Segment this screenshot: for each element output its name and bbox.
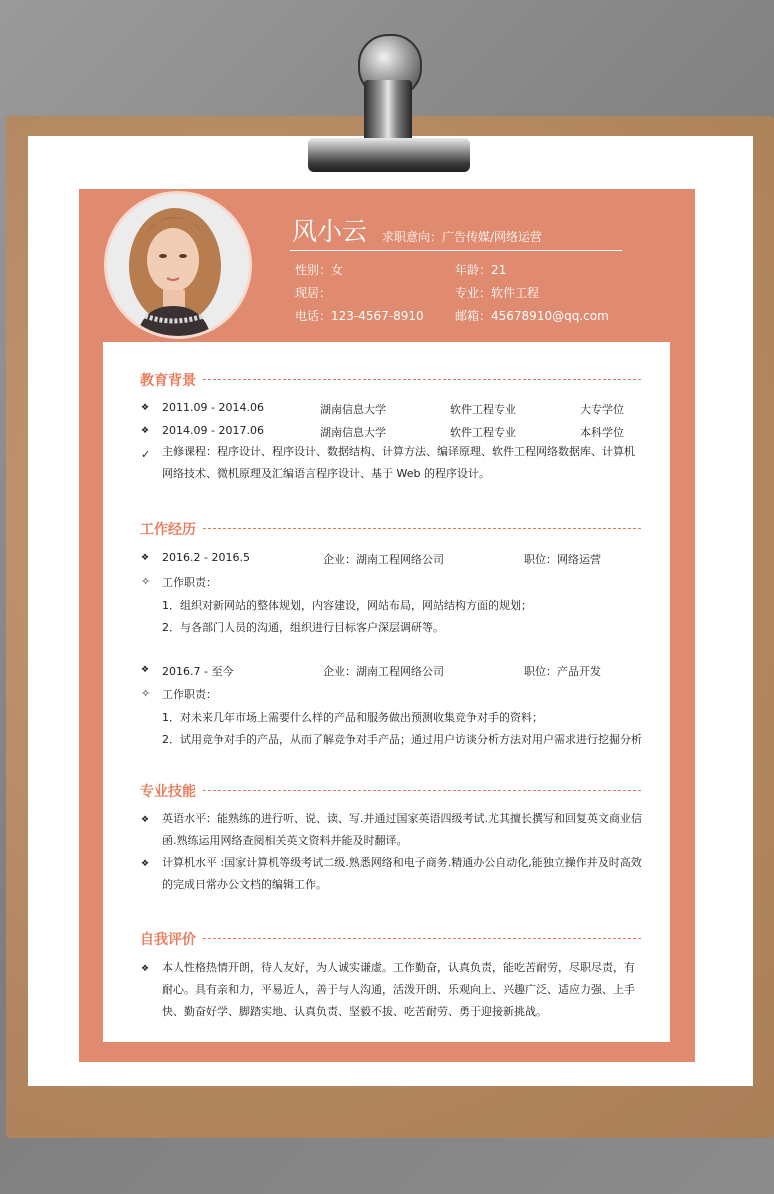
self-eval-text: 本人性格热情开朗，待人友好，为人诚实谦虚。工作勤奋，认真负责，能吃苦耐劳，尽职尽责，有 耐心。具有亲和力，平易近人，善于与人沟通，活泼开朗、乐观向上、兴趣广泛、适应力强、上手 快、勤奋好学、脚踏实地、认真负责、坚毅不拔、吃苦耐劳、勇于迎接新挑战。 <box>162 961 635 1018</box>
edu-major: 软件工程专业 <box>450 403 516 416</box>
bullet-icon: ❖ <box>141 815 150 825</box>
section-title-education: 教育背景 <box>140 373 196 389</box>
section-title-work: 工作经历 <box>140 522 196 538</box>
email: 邮箱：45678910@qq.com <box>455 309 609 323</box>
job-position: 职位：网络运营 <box>524 553 601 566</box>
section-divider <box>203 938 641 939</box>
edu-period: 2014.09 - 2017.06 <box>162 424 264 437</box>
duty-item: 2．试用竞争对手的产品，从而了解竞争对手产品；通过用户访谈分析方法对用户需求进行挖掘分析 <box>162 733 642 746</box>
job-company: 企业：湖南工程网络公司 <box>323 665 444 678</box>
job-period: 2016.7 - 至今 <box>162 665 234 678</box>
section-divider <box>203 379 641 380</box>
check-icon: ✓ <box>141 448 151 461</box>
edu-degree: 大专学位 <box>580 403 624 416</box>
job-period: 2016.2 - 2016.5 <box>162 551 250 564</box>
gender: 性别：女 <box>295 263 344 277</box>
diamond-icon: ✧ <box>141 575 151 588</box>
diamond-icon: ✧ <box>141 687 151 700</box>
age: 年龄：21 <box>455 263 507 277</box>
bullet-icon: ❖ <box>141 403 150 413</box>
edu-degree: 本科学位 <box>580 426 624 439</box>
courses: 主修课程：程序设计、程序设计、数据结构、计算方法、编译原理、软件工程网络数据库、计算机 网络技术、微机原理及汇编语言程序设计、基于 Web 的程序设计。 <box>162 445 635 480</box>
edu-period: 2011.09 - 2014.06 <box>162 401 264 414</box>
skill-english: 英语水平：能熟练的进行听、说、读、写.并通过国家英语四级考试.尤其擅长撰写和回复英文商业信 函.熟练运用网络查阅相关英文资料并能及时翻译。 <box>162 812 642 847</box>
header-divider <box>290 250 622 251</box>
edu-school: 湖南信息大学 <box>320 403 386 416</box>
bullet-icon: ❖ <box>141 426 150 436</box>
job-position: 职位：产品开发 <box>524 665 601 678</box>
duty-label: 工作职责： <box>162 688 217 701</box>
job-company: 企业：湖南工程网络公司 <box>323 553 444 566</box>
skill-computer: 计算机水平 :国家计算机等级考试二级.熟悉网络和电子商务.精通办公自动化,能独立操作并及时高效 的完成日常办公文档的编辑工作。 <box>162 856 642 891</box>
residence: 现居： <box>295 286 332 300</box>
bullet-icon: ❖ <box>141 553 150 563</box>
duty-item: 2．与各部门人员的沟通，组织进行目标客户深层调研等。 <box>162 621 444 634</box>
major: 专业：软件工程 <box>455 286 540 300</box>
avatar <box>104 191 252 339</box>
job-intent: 求职意向：广告传媒/网络运营 <box>382 230 543 244</box>
bullet-icon: ❖ <box>141 665 150 675</box>
section-title-skills: 专业技能 <box>140 784 196 800</box>
duty-item: 1．对未来几年市场上需要什么样的产品和服务做出预测收集竞争对手的资料； <box>162 711 543 724</box>
section-divider <box>203 790 641 791</box>
edu-major: 软件工程专业 <box>450 426 516 439</box>
duty-label: 工作职责： <box>162 576 217 589</box>
section-title-self-eval: 自我评价 <box>140 932 196 948</box>
edu-school: 湖南信息大学 <box>320 426 386 439</box>
phone: 电话：123-4567-8910 <box>295 309 424 323</box>
section-divider <box>203 528 641 529</box>
binder-clip-icon <box>296 20 482 180</box>
candidate-name: 风小云 <box>292 217 368 246</box>
duty-item: 1．组织对新网站的整体规划，内容建设，网站布局，网站结构方面的规划； <box>162 599 532 612</box>
bullet-icon: ❖ <box>141 859 150 869</box>
bullet-icon: ❖ <box>141 964 150 974</box>
